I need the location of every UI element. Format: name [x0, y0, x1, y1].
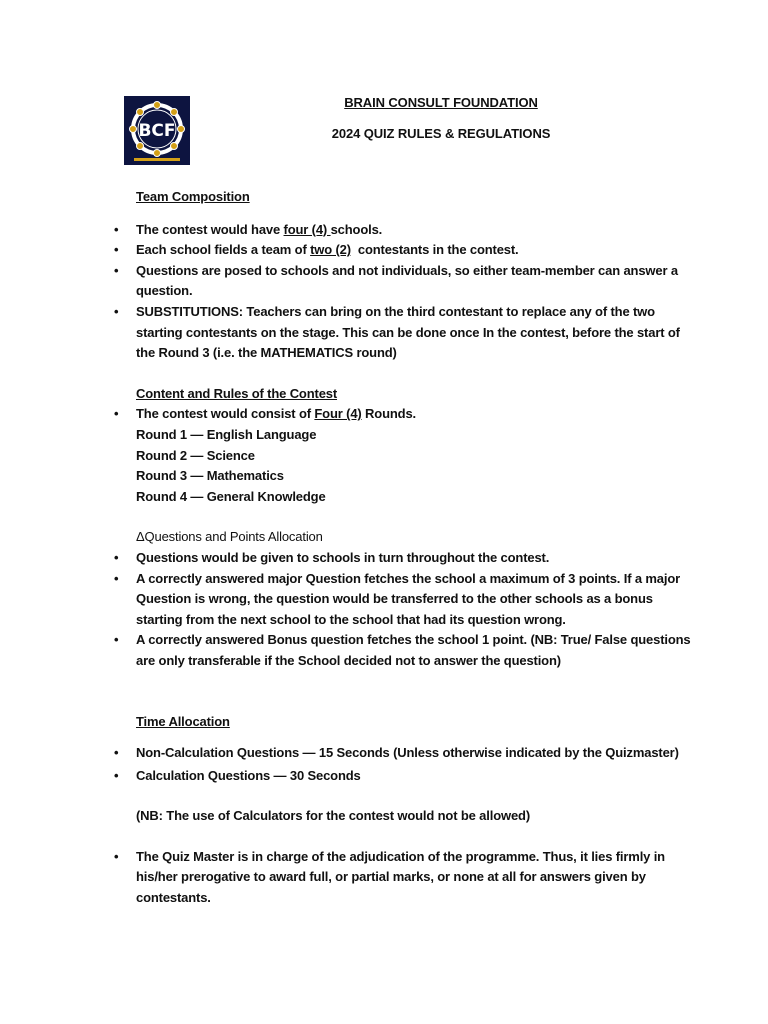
section-time-title: Time Allocation [136, 714, 230, 730]
document-title: 2024 QUIZ RULES & REGULATIONS [331, 126, 551, 141]
logo-text: BCF [138, 121, 176, 141]
team-list [136, 220, 696, 364]
bcf-logo-icon [124, 96, 190, 165]
content-list [136, 404, 696, 425]
list-item: • A correctly answered major Question fetches the school a maximum of 3 points. If a major Question is wrong, the question would be transferred to the other schools as a bonus starting from the next school to the school that had its question wrong. [136, 569, 696, 631]
org-name: BRAIN CONSULT FOUNDATION [344, 95, 538, 110]
bcf-logo [124, 96, 190, 165]
list-item: • Questions would be given to schools in turn throughout the contest. [136, 548, 696, 569]
time-list [136, 743, 696, 786]
round-line: Round 1 — English Language [136, 426, 317, 442]
list-item: • Questions are posed to schools and not individuals, so either team-member can answer a question. [136, 261, 696, 302]
section-team-title: Team Composition [136, 189, 250, 204]
points-list [136, 548, 696, 672]
calculator-note: (NB: The use of Calculators for the contest would not be allowed) [136, 808, 530, 824]
rules-content [136, 187, 696, 909]
list-item: • SUBSTITUTIONS: Teachers can bring on the third contestant to replace any of the two starting contestants on the stage. This can be done once In the contest, before the start of the Round 3 (i.e. the MATHEMATICS round) [136, 302, 696, 364]
round-line: Round 3 — Mathematics [136, 468, 284, 484]
section-points-title: ΔQuestions and Points Allocation [136, 529, 323, 545]
list-item: • Each school fields a team of two (2) contestants in the contest. [136, 240, 696, 261]
section-content-title: Content and Rules of the Contest [136, 385, 338, 401]
list-item: • Non-Calculation Questions — 15 Seconds (Unless otherwise indicated by the Quizmaster) [136, 743, 696, 764]
quizmaster-list [136, 847, 696, 909]
list-item: • A correctly answered Bonus question fetches the school 1 point. (NB: True/ False questions are only transferable if the School decided not to answer the question) [136, 630, 696, 671]
list-item: • The contest would consist of Four (4) Rounds. [136, 404, 696, 425]
list-item: • The Quiz Master is in charge of the adjudication of the programme. Thus, it lies firmly in his/her prerogative to award full, or partial marks, or none at all for answers given by contestants. [136, 847, 696, 909]
round-line: Round 4 — General Knowledge [136, 488, 326, 504]
round-line: Round 2 — Science [136, 447, 255, 463]
list-item: • Calculation Questions — 30 Seconds [136, 766, 696, 787]
list-item: • The contest would have four (4) schools. [136, 220, 696, 241]
